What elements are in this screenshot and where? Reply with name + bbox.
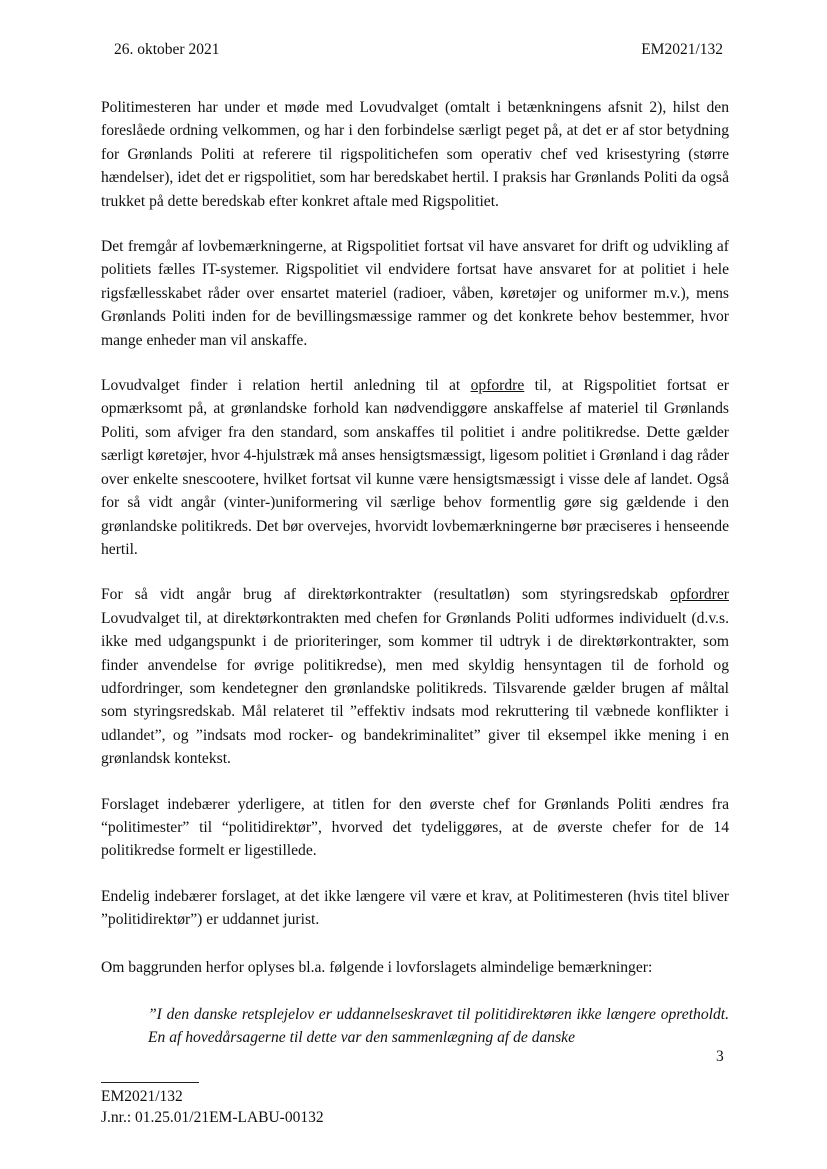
footer-divider <box>101 1082 199 1083</box>
paragraph-education-requirement: Endelig indebærer forslaget, at det ikke længere vil være et krav, at Politimesteren (hvis titel bliver ”politidirektør”) er uddannet jurist. <box>101 887 729 929</box>
paragraph-materiel <box>101 374 729 561</box>
paragraph-text: Lovudvalget finder i relation hertil anledning til at <box>101 377 471 395</box>
quoted-remarks: ”I den danske retsplejelov er uddannelseskravet til politidirektøren ikke længere opretholdt. En af hovedårsagerne til dette var den sammenlægning af de danske <box>148 1006 729 1047</box>
paragraph-director-contracts <box>101 583 729 770</box>
header-document-id: EM2021/132 <box>641 41 723 58</box>
paragraph-background: Om baggrunden herfor oplyses bl.a. følgende i lovforslagets almindelige bemærkninger: <box>101 958 653 976</box>
paragraph-politimester-meeting: Politimesteren har under et møde med Lovudvalget (omtalt i betænkningens afsnit 2), hilst den foreslåede ordning velkommen, og har i den forbindelse særligt peget på, at det er af stor betydning for Grønlands Politi at referere til rigspolitichefen som operativ chef ved krisestyring (større hændelser), idet det er rigspolitiet, som har beredskabet hertil. I praksis har Grønlands Politi da også trukket på dette beredskab efter konkret aftale med Rigspolitiet. <box>101 99 729 210</box>
paragraph-title-change: Forslaget indebærer yderligere, at titlen for den øverste chef for Grønlands Politi ændres fra “politimester” til “politidirektør”, hvorved det tydeliggøres, at de øverste chefer for de 14 politikredse formelt er ligestillede. <box>101 795 729 860</box>
paragraph-text: For så vidt angår brug af direktørkontrakter (resultatløn) som styringsredskab <box>101 586 671 604</box>
footer-document-id: EM2021/132 <box>101 1088 183 1105</box>
footer-journal-number: J.nr.: 01.25.01/21EM-LABU-00132 <box>101 1109 324 1126</box>
paragraph-text: til, at Rigspolitiet fortsat er opmærksomt på, at grønlandske forhold kan nødvendiggøre anskaffelse af materiel til Grønlands Politi, som afviger fra den standard, som anskaffes til politiet i andre politikredse. Dette gælder særligt køretøjer, hvor 4-hjulstræk må anses hensigtsmæssigt, ligesom politiet i Grønland i dag råder over enkelte snescootere, hvilket fortsat vil kunne være hensigtsmæssigt i visse dele af landet. Også for så vidt angår (vinter-)uniformering vil særlige behov formentlig gøre sig gældende i den grønlandske politikreds. Det bør overvejes, hvorvidt lovbemærkningerne bør præciseres i henseende hertil. <box>101 377 729 558</box>
underlined-word: opfordre <box>470 377 525 395</box>
header-date: 26. oktober 2021 <box>114 41 220 58</box>
paragraph-it-systems: Det fremgår af lovbemærkningerne, at Rigspolitiet fortsat vil have ansvaret for drift og udvikling af politiets fælles IT-systemer. Rigspolitiet vil endvidere fortsat have ansvaret for at politiet i hele rigsfællesskabet råder over ensartet materiel (radioer, våben, køretøjer og uniformer m.v.), mens Grønlands Politi inden for de bevillingsmæssige rammer og det konkrete behov bestemmer, hvor mange enheder man vil anskaffe. <box>101 238 729 349</box>
page-number: 3 <box>716 1048 724 1065</box>
footer <box>101 1086 324 1128</box>
document-body <box>101 96 729 1050</box>
paragraph-text: Lovudvalget til, at direktørkontrakten med chefen for Grønlands Politi udformes individuelt (d.v.s. ikke med udgangspunkt i de prioriteringer, som kommer til udtryk i de direktørkontrakter, som finder anvendelse for øvrige politikredse), men med skyldig hensyntagen til de forhold og udfordringer, som kendetegner den grønlandske politikreds. Tilsvarende gælder brugen af måltal som styringsredskab. Mål relateret til ”effektiv indsats mod rekruttering til væbnede konflikter i udlandet”, og ”indsats mod rocker- og bandekriminalitet” giver til eksempel ikke mening i en grønlandsk kontekst. <box>101 609 729 768</box>
underlined-word: opfordrer <box>670 586 729 604</box>
